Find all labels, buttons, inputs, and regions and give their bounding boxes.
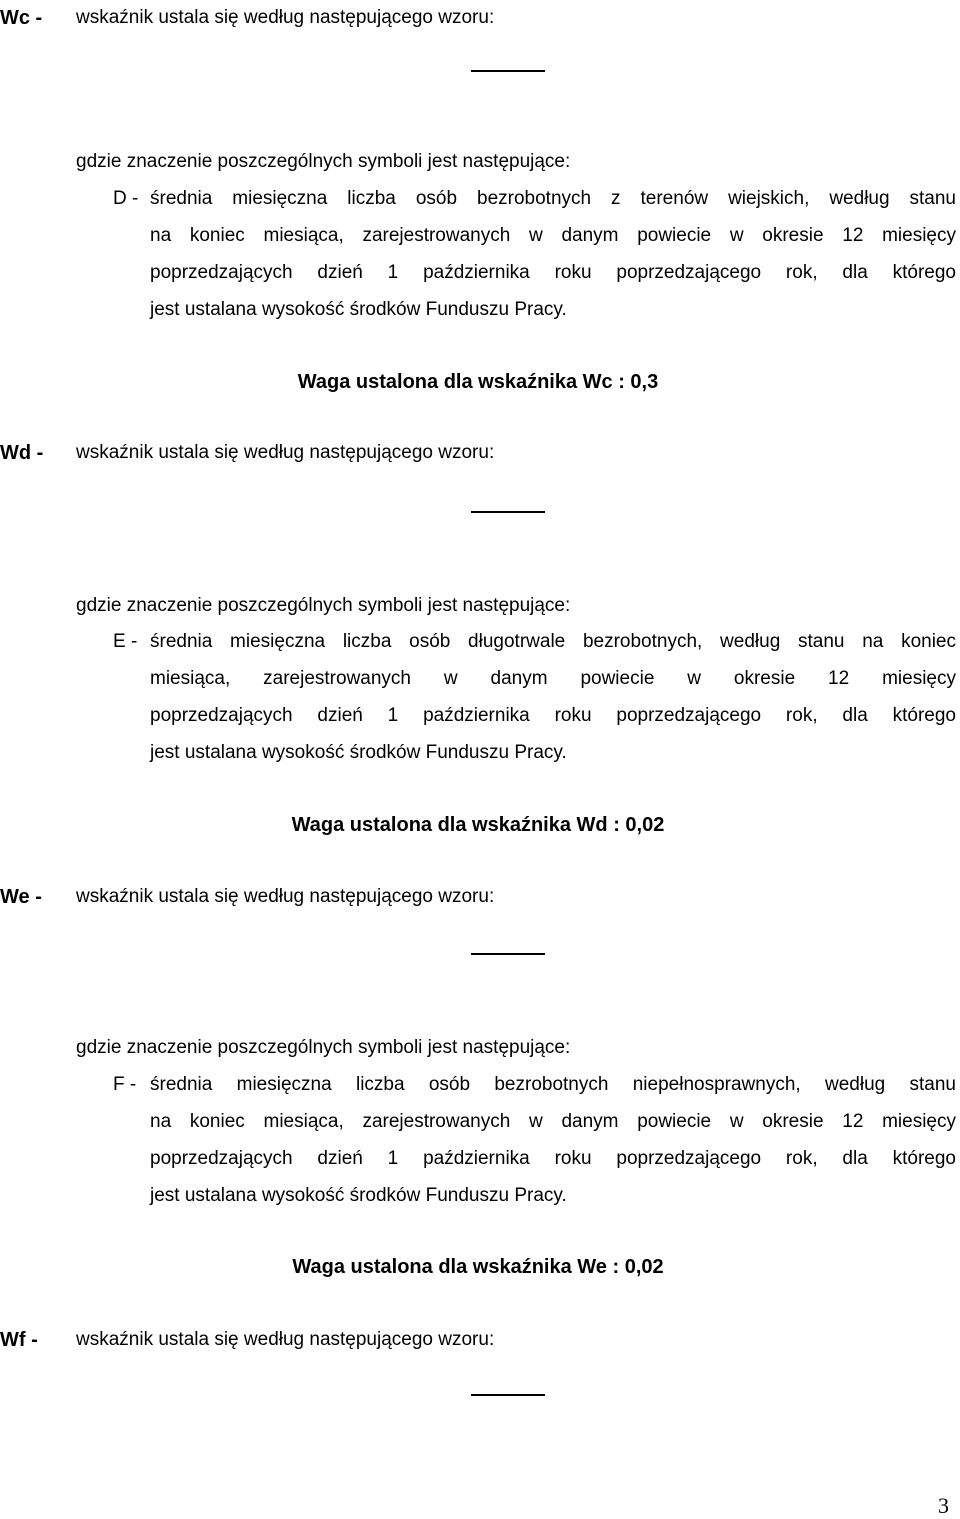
indicator-label-wf: Wf -: [0, 1329, 38, 1351]
definition-line: na koniec miesiąca, zarejestrowanych w danym powiecie w okresie 12 miesięcy: [150, 225, 956, 246]
definition-line: poprzedzających dzień 1 października roku poprzedzającego rok, dla którego: [150, 705, 956, 726]
definition-line: jest ustalana wysokość środków Funduszu Pracy.: [150, 299, 567, 320]
weight-wc: Waga ustalona dla wskaźnika Wc : 0,3: [297, 371, 659, 393]
symbols-intro-wd: gdzie znaczenie poszczególnych symboli jest następujące:: [76, 595, 571, 616]
definition-line: na koniec miesiąca, zarejestrowanych w danym powiecie w okresie 12 miesięcy: [150, 1111, 956, 1132]
symbol-e: E -: [113, 631, 138, 652]
definition-line: średnia miesięczna liczba osób długotrwale bezrobotnych, według stanu na koniec: [150, 631, 956, 652]
fraction-line-we: [471, 953, 545, 955]
formula-intro-wf: wskaźnik ustala się według następującego wzoru:: [76, 1329, 495, 1350]
definition-line: poprzedzających dzień 1 października roku poprzedzającego rok, dla którego: [150, 262, 956, 283]
page-number: 3: [938, 1493, 949, 1518]
definition-line: miesiąca, zarejestrowanych w danym powiecie w okresie 12 miesięcy: [150, 668, 956, 689]
definition-line: jest ustalana wysokość środków Funduszu Pracy.: [150, 1185, 567, 1206]
indicator-label-we: We -: [0, 886, 42, 908]
definition-text-f: [150, 1066, 956, 1214]
definition-line: jest ustalana wysokość środków Funduszu Pracy.: [150, 742, 567, 763]
weight-we: Waga ustalona dla wskaźnika We : 0,02: [292, 1256, 664, 1278]
weight-wd: Waga ustalona dla wskaźnika Wd : 0,02: [291, 814, 665, 836]
fraction-line-wc: [471, 70, 545, 72]
symbols-intro-wc: gdzie znaczenie poszczególnych symboli jest następujące:: [76, 151, 571, 172]
formula-intro-we: wskaźnik ustala się według następującego wzoru:: [76, 886, 495, 907]
indicator-label-wc: Wc -: [0, 7, 43, 29]
fraction-line-wf: [471, 1394, 545, 1396]
definition-text-e: [150, 623, 956, 771]
definition-text-d: [150, 180, 956, 328]
fraction-line-wd: [471, 511, 545, 513]
definition-line: średnia miesięczna liczba osób bezrobotnych z terenów wiejskich, według stanu: [150, 188, 956, 209]
symbols-intro-we: gdzie znaczenie poszczególnych symboli jest następujące:: [76, 1037, 571, 1058]
definition-line: średnia miesięczna liczba osób bezrobotnych niepełnosprawnych, według stanu: [150, 1074, 956, 1095]
symbol-f: F -: [113, 1074, 137, 1095]
formula-intro-wc: wskaźnik ustala się według następującego wzoru:: [76, 7, 495, 28]
symbol-d: D -: [113, 188, 139, 209]
indicator-label-wd: Wd -: [0, 442, 44, 464]
definition-line: poprzedzających dzień 1 października roku poprzedzającego rok, dla którego: [150, 1148, 956, 1169]
formula-intro-wd: wskaźnik ustala się według następującego wzoru:: [76, 442, 495, 463]
